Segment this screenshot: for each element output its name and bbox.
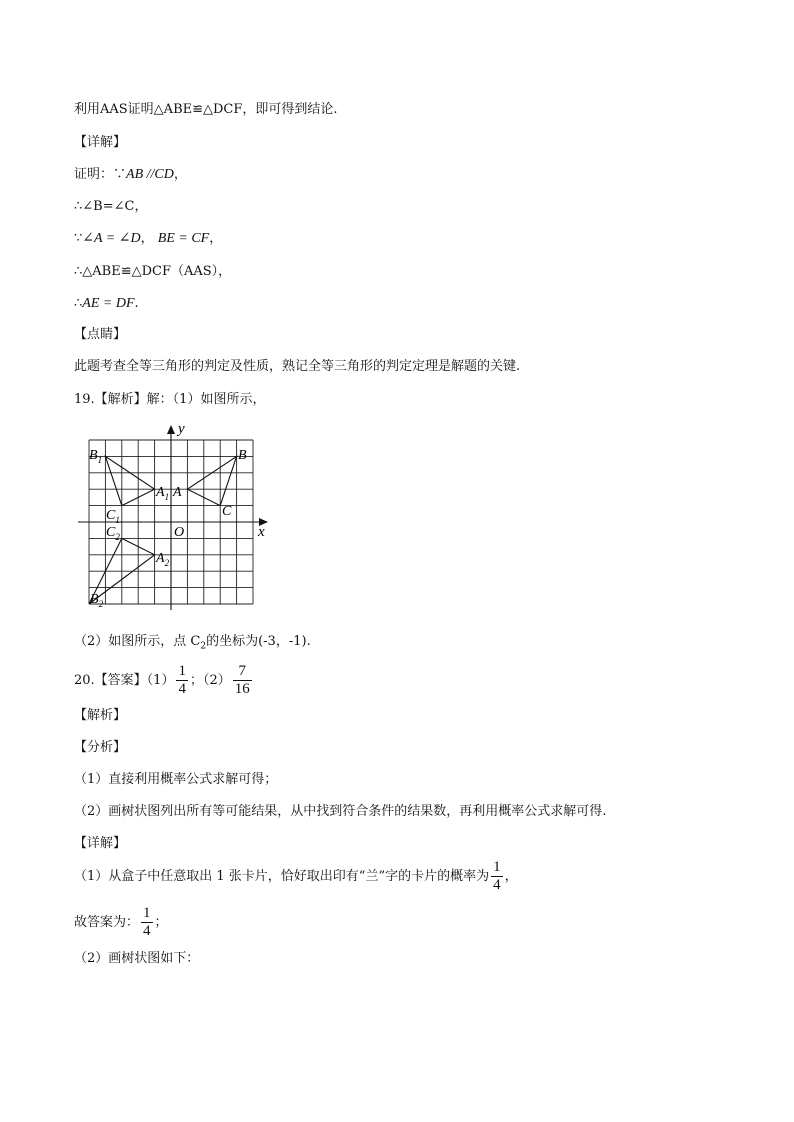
y-axis-label: y xyxy=(178,421,185,437)
x-axis-label: x xyxy=(258,524,265,540)
subscript-2: 2 xyxy=(200,641,207,652)
label-a1: $A_1$ xyxy=(156,485,170,502)
punct: . xyxy=(134,296,139,311)
label-c2: $C_2$ xyxy=(106,525,120,542)
punct: ， xyxy=(209,231,223,246)
section-heading-detail-2: 【详解】 xyxy=(74,836,127,851)
breakdown-line-2: （2）画树状图列出所有等可能结果，从中找到符合条件的结果数，再利用概率公式求解可得. xyxy=(74,804,607,819)
question-19-part-2: （2）如图所示，点 $C_2$的坐标为(-3，-1). xyxy=(74,634,311,652)
math-angle-a-eq-d: ∠A = ∠D xyxy=(82,231,141,246)
math-ae-eq-df: AE = DF xyxy=(82,296,135,311)
math-ab-parallel-cd: AB //CD xyxy=(126,167,174,182)
label-c: C xyxy=(222,504,232,519)
label-b1: $B_1$ xyxy=(89,448,103,465)
fraction-seven-sixteenths: $\frac{7}{16}$ xyxy=(234,663,250,697)
label-a2: $A_2$ xyxy=(156,551,170,568)
section-heading-comment: 【点睛】 xyxy=(74,327,127,342)
tree-diagram-intro: （2）画树状图如下： xyxy=(74,951,200,966)
origin-label: O xyxy=(174,525,185,540)
fraction-one-quarter: $\frac{1}{4}$ xyxy=(143,905,151,939)
proof-line-3 xyxy=(74,230,222,248)
section-heading-analysis: 【解析】 xyxy=(74,708,127,723)
therefore-symbol: ∴ xyxy=(74,296,83,311)
question-20-answer: 20.【答案】（1） $\frac{1}{4}$ ；（2） $\frac{7}{16}$ xyxy=(74,663,250,697)
detail-line-1: （1）从盒子中任意取出 1 张卡片，恰好取出印有“兰”字的卡片的概率为 $\frac{1}{4}$ ， xyxy=(74,859,518,893)
answer-line: 故答案为： $\frac{1}{4}$ ； xyxy=(74,905,168,939)
triangle-abc xyxy=(187,456,236,505)
section-heading-breakdown: 【分析】 xyxy=(74,740,127,755)
punct: ， xyxy=(140,231,154,246)
comment-text: 此题考查全等三角形的判定及性质，熟记全等三角形的判定定理是解题的关键. xyxy=(74,359,521,374)
math-be-eq-cf: BE = CF xyxy=(157,231,210,246)
y-axis-arrow xyxy=(167,425,175,434)
fraction-one-quarter: $\frac{1}{4}$ xyxy=(178,663,186,697)
breakdown-line-1: （1）直接利用概率公式求解可得； xyxy=(74,772,278,787)
fraction-one-quarter: $\frac{1}{4}$ xyxy=(493,859,501,893)
section-heading-detail: 【详解】 xyxy=(74,135,127,150)
triangle-a1b1c1 xyxy=(105,456,154,505)
proof-prefix: 证明：∵ xyxy=(74,167,127,182)
proof-line-5 xyxy=(74,295,139,313)
coordinate-grid-figure xyxy=(74,420,274,610)
analysis-line: 利用AAS证明△ABE≌△DCF，即可得到结论. xyxy=(74,102,338,117)
punct: ， xyxy=(173,167,187,182)
label-a: A xyxy=(173,485,182,500)
because-symbol: ∵ xyxy=(74,231,83,246)
question-19-heading: 19.【解析】解：（1）如图所示， xyxy=(74,392,266,407)
proof-line-2: ∴∠B=∠C， xyxy=(74,199,148,214)
proof-line-1 xyxy=(74,166,187,184)
label-c1: $C_1$ xyxy=(106,508,120,525)
proof-line-4: ∴△ABE≌△DCF（AAS）， xyxy=(74,264,232,279)
label-b: B xyxy=(238,448,247,463)
label-b2: $B_2$ xyxy=(90,592,104,609)
